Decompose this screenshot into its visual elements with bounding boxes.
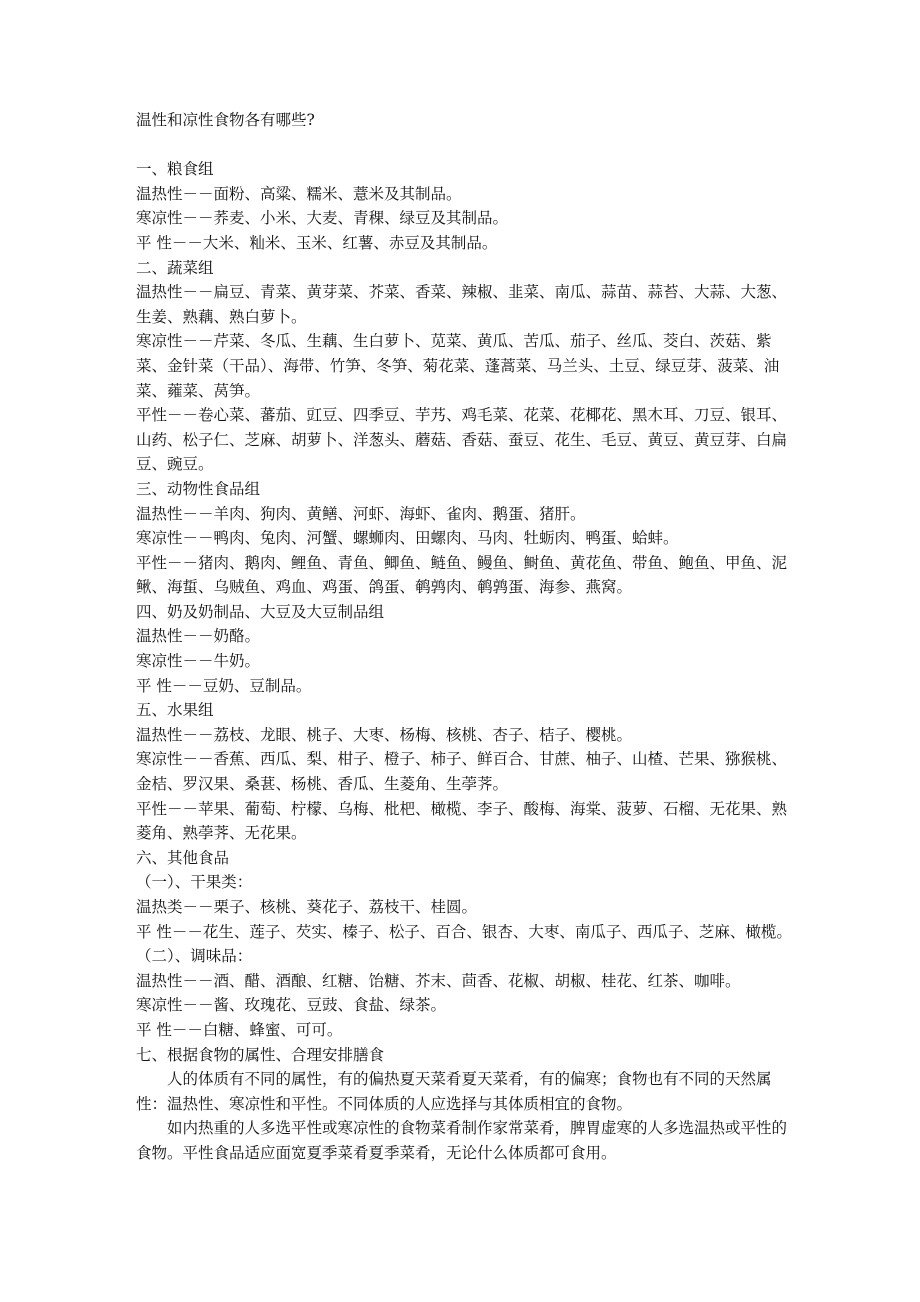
list-item: 平性－－猪肉、鹅肉、鲤鱼、青鱼、鲫鱼、鲢鱼、鳗鱼、鲥鱼、黄花鱼、带鱼、鲍鱼、甲鱼、泥鳅、海蜇、乌贼鱼、鸡血、鸡蛋、鸽蛋、鹌鹑肉、鹌鹑蛋、海参、燕窝。 [136, 553, 788, 597]
list-item: 温热性－－酒、醋、酒酿、红糖、饴糖、芥末、茴香、花椒、胡椒、桂花、红茶、咖啡。 [136, 971, 741, 990]
list-item: 温热性－－荔枝、龙眼、桃子、大枣、杨梅、核桃、杏子、桔子、樱桃。 [136, 725, 633, 744]
section-heading-vegetables: 二、蔬菜组 [136, 258, 214, 277]
section-heading-dairy-soy: 四、奶及奶制品、大豆及大豆制品组 [136, 602, 385, 621]
list-item: 平 性－－白糖、蜂蜜、可可。 [136, 1020, 343, 1039]
paragraph: 人的体质有不同的属性，有的偏热夏天菜肴夏天菜肴，有的偏寒；食物也有不同的天然属性：温热性、寒凉性和平性。不同体质的人应选择与其体质相宜的食物。 [136, 1070, 772, 1113]
section-heading-animal-foods: 三、动物性食品组 [136, 479, 261, 498]
list-item: 温热性－－奶酪。 [136, 627, 261, 646]
list-item: 平性－－苹果、葡萄、柠檬、乌梅、枇杷、橄榄、李子、酸梅、海棠、菠萝、石榴、无花果、熟菱角、熟荸荠、无花果。 [136, 799, 788, 843]
list-item: 平 性－－大米、籼米、玉米、红薯、赤豆及其制品。 [136, 233, 498, 252]
document-title: 温性和凉性食物各有哪些? [136, 111, 315, 129]
section-heading-other-foods: 六、其他食品 [136, 848, 230, 867]
section-heading-fruits: 五、水果组 [136, 701, 214, 720]
list-item: 寒凉性－－牛奶。 [136, 652, 261, 671]
document-body [136, 108, 796, 1166]
list-item: 温热性－－面粉、高粱、糯米、薏米及其制品。 [136, 184, 462, 203]
list-item: 平性－－卷心菜、蕃茄、豇豆、四季豆、芋艿、鸡毛菜、花菜、花椰花、黑木耳、刀豆、银耳、山药、松子仁、芝麻、胡萝卜、洋葱头、蘑菇、香菇、蚕豆、花生、毛豆、黄豆、黄豆芽、白扁豆、豌豆。 [136, 406, 788, 474]
list-item: 寒凉性－－香蕉、西瓜、梨、柑子、橙子、柿子、鲜百合、甘蔗、柚子、山楂、芒果、猕猴桃、金桔、罗汉果、桑葚、杨桃、香瓜、生菱角、生荸荠。 [136, 750, 788, 794]
list-item: 寒凉性－－鸭肉、兔肉、河蟹、螺蛳肉、田螺肉、马肉、牡蛎肉、鸭蛋、蛤蚌。 [136, 529, 679, 548]
list-item: 温热类－－栗子、核桃、葵花子、荔枝干、桂圆。 [136, 898, 478, 916]
paragraph: 如内热重的人多选平性或寒凉性的食物菜肴制作家常菜肴，脾胃虚寒的人多选温热或平性的食物。平性食品适应面宽夏季菜肴夏季菜肴，无论什么体质都可食用。 [136, 1119, 788, 1162]
list-item: 寒凉性－－荞麦、小米、大麦、青稞、绿豆及其制品。 [136, 209, 509, 228]
section-heading-diet-planning: 七、根据食物的属性、合理安排膳食 [136, 1045, 385, 1064]
section-heading-grains: 一、粮食组 [136, 160, 214, 179]
list-item: 寒凉性－－芹菜、冬瓜、生藕、生白萝卜、苋菜、黄瓜、苦瓜、茄子、丝瓜、茭白、茨菇、紫菜、金针菜（干品）、海带、竹笋、冬笋、菊花菜、蓬蒿菜、马兰头、土豆、绿豆芽、菠菜、油菜、蕹菜、莴笋。 [136, 332, 780, 400]
list-item: 平 性－－花生、莲子、芡实、榛子、松子、百合、银杏、大枣、南瓜子、西瓜子、芝麻、橄榄。 [136, 922, 792, 941]
subsection-heading-dried-fruits: （一）、干果类： [136, 873, 253, 892]
list-item: 温热性－－扁豆、青菜、黄芽菜、芥菜、香菜、辣椒、韭菜、南瓜、蒜苗、蒜苔、大蒜、大葱、生姜、熟藕、熟白萝卜。 [136, 283, 788, 326]
subsection-heading-condiments: （二）、调味品： [136, 947, 253, 966]
list-item: 平 性－－豆奶、豆制品。 [136, 676, 312, 695]
list-item: 寒凉性－－酱、玫瑰花、豆豉、食盐、绿茶。 [136, 996, 447, 1015]
list-item: 温热性－－羊肉、狗肉、黄鳝、河虾、海虾、雀肉、鹅蛋、猪肝。 [136, 504, 586, 523]
